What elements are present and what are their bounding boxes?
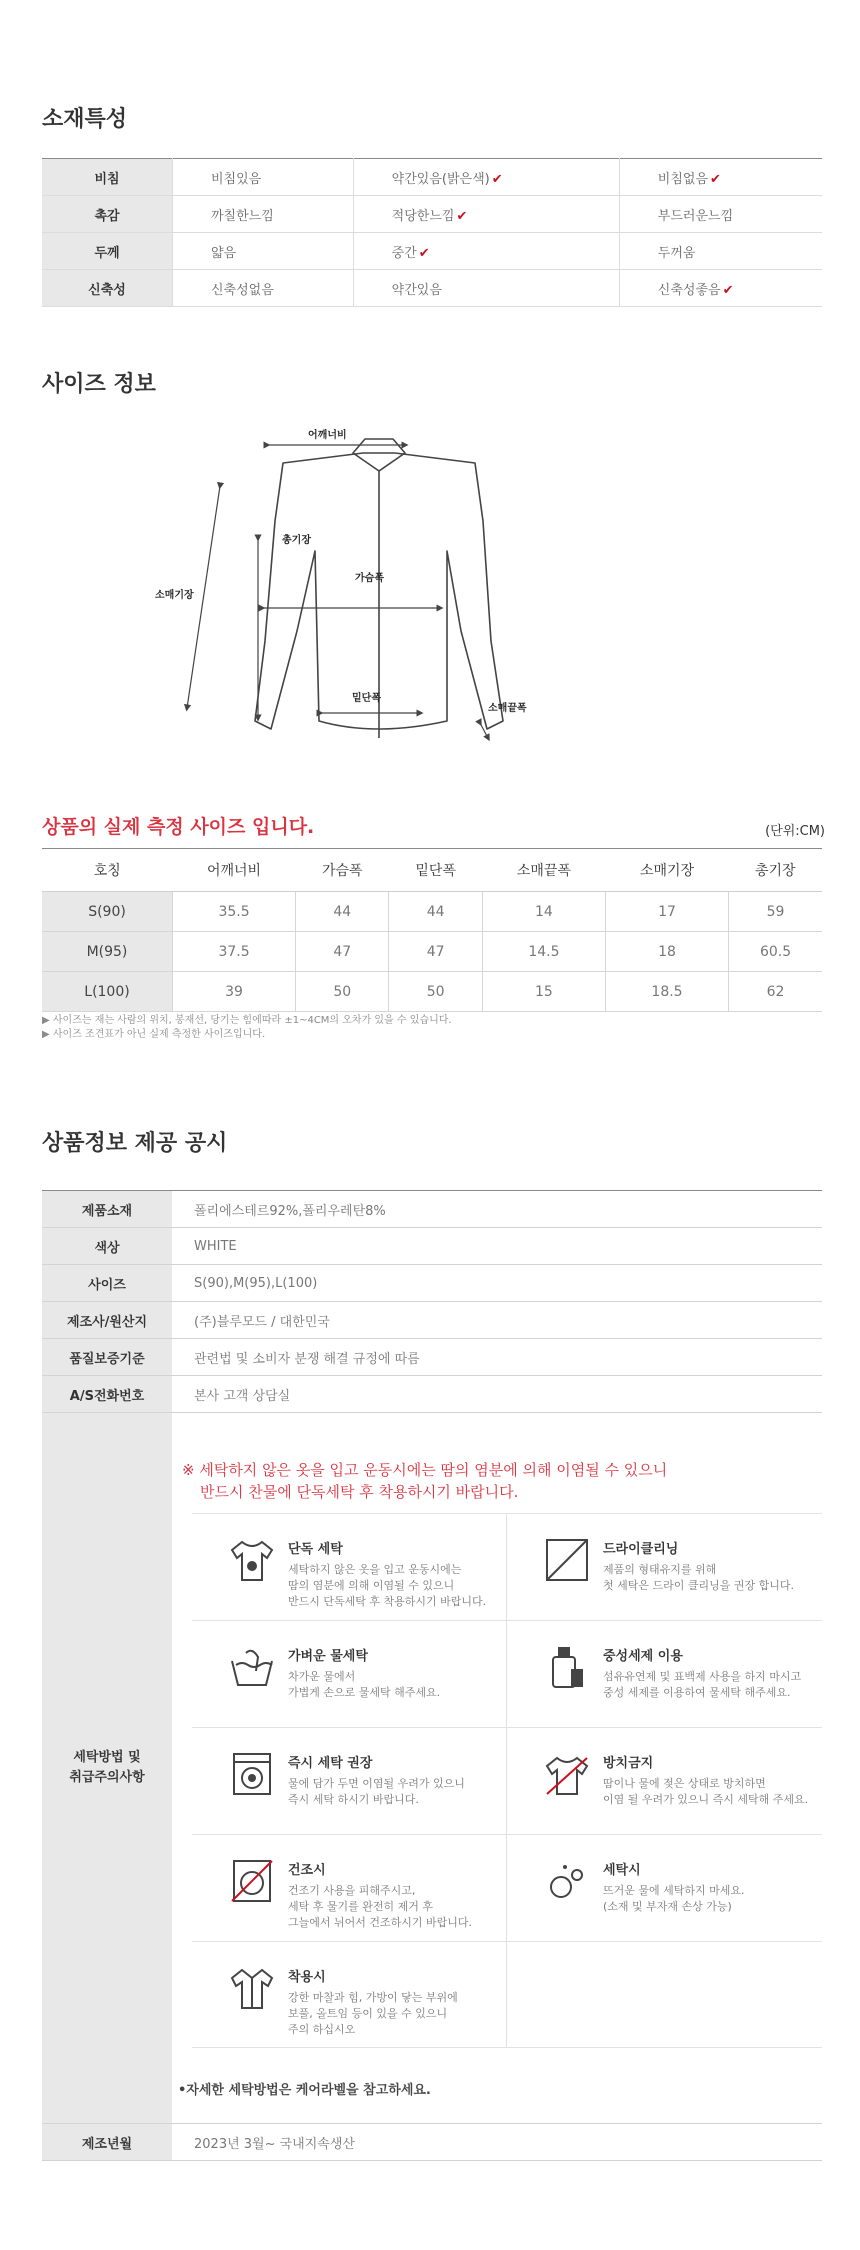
sleeve-length-label: 소매기장 <box>155 590 194 601</box>
size-cell: 17 <box>605 892 728 932</box>
notice-value: 2023년 3월~ 국내지속생산 <box>172 2124 822 2161</box>
care-warning-line: 반드시 찬물에 단독세탁 후 착용하시기 바랍니다. <box>200 1483 519 1501</box>
size-header: 가슴폭 <box>296 849 389 892</box>
notice-table <box>42 1190 822 2161</box>
bubbles-icon <box>543 1857 591 1905</box>
care-item-desc: 강한 마찰과 힘, 가방이 닿는 부위에 보풀, 올트임 등이 있을 수 있으니 주의 하십시오 <box>288 1991 458 2036</box>
notice-row <box>42 1302 822 1339</box>
notice-row <box>42 2124 822 2161</box>
care-row <box>42 1413 822 2124</box>
size-cell: 59 <box>729 892 822 932</box>
material-option: 부드러운느낌 <box>619 196 822 233</box>
notice-row <box>42 1339 822 1376</box>
size-cell: 62 <box>729 972 822 1012</box>
size-header: 소매끝폭 <box>482 849 605 892</box>
size-cell: 14 <box>482 892 605 932</box>
shoulder-label: 어깨너비 <box>308 430 347 441</box>
size-header-row <box>42 849 822 892</box>
notice-label: 품질보증기준 <box>42 1339 172 1376</box>
size-table <box>42 848 822 1012</box>
notice-label: 제조년월 <box>42 2124 172 2161</box>
care-item-desc: 물에 담가 두면 이염될 우려가 있으니 즉시 세탁 하시기 바랍니다. <box>288 1777 465 1806</box>
material-label: 신축성 <box>42 270 173 307</box>
check-icon: ✔ <box>491 171 503 187</box>
care-item <box>507 1727 822 1834</box>
size-row <box>42 972 822 1012</box>
hand-wash-icon <box>228 1643 276 1691</box>
size-header: 호칭 <box>42 849 173 892</box>
care-item-desc: 섬유유연제 및 표백제 사용을 하지 마시고 중성 세제를 이용하여 물세탁 해주세요. <box>603 1670 802 1699</box>
measure-title: 상품의 실제 측정 사이즈 입니다. <box>42 816 315 838</box>
notice-row <box>42 1228 822 1265</box>
material-section-title: 소재특성 <box>42 107 128 132</box>
size-row <box>42 892 822 932</box>
material-option: 얇음 <box>173 233 354 270</box>
notice-value: 본사 고객 상담실 <box>172 1376 822 1413</box>
care-item-title: 방치금지 <box>603 1756 654 1771</box>
material-option: 까칠한느낌 <box>173 196 354 233</box>
unit-label: (단위:CM) <box>765 824 825 839</box>
material-option: 약간있음 <box>353 270 619 307</box>
care-item <box>192 1620 507 1727</box>
material-option: 비침있음 <box>173 159 354 196</box>
care-item <box>192 1941 507 2048</box>
no-leave-icon <box>543 1750 591 1798</box>
care-footer: •자세한 세탁방법은 케어라벨을 참고하세요. <box>178 2083 431 2098</box>
size-header: 총기장 <box>729 849 822 892</box>
size-row <box>42 932 822 972</box>
notice-label: 사이즈 <box>42 1265 172 1302</box>
size-notes <box>42 1014 452 1042</box>
care-item-title: 중성세제 이용 <box>603 1649 683 1664</box>
material-row <box>42 233 822 270</box>
care-item-title: 착용시 <box>288 1970 326 1985</box>
care-item-desc: 뜨거운 물에 세탁하지 마세요. (소재 및 부자재 손상 가능) <box>603 1884 745 1913</box>
size-note: ▶ 사이즈는 재는 사람의 위치, 봉재선, 당기는 힘에따라 ±1~4CM의 오차가 있을 수 있습니다. <box>42 1015 452 1026</box>
detergent-icon <box>543 1643 591 1691</box>
material-option: 신축성좋음 ✔ <box>619 270 822 307</box>
chest-label: 가슴폭 <box>355 573 384 584</box>
check-icon: ✔ <box>418 245 430 261</box>
notice-value: (주)블루모드 / 대한민국 <box>172 1302 822 1339</box>
notice-label: A/S전화번호 <box>42 1376 172 1413</box>
size-cell: 14.5 <box>482 932 605 972</box>
care-item <box>192 1834 507 1941</box>
notice-row <box>42 1376 822 1413</box>
notice-label: 제품소재 <box>42 1191 172 1228</box>
jacket-size-diagram <box>155 418 630 754</box>
material-option: 적당한느낌 ✔ <box>353 196 619 233</box>
care-item <box>192 1727 507 1834</box>
care-item-desc: 땀이나 물에 젖은 상태로 방치하면 이염 될 우려가 있으니 즉시 세탁해 주세요. <box>603 1777 809 1806</box>
size-cell: 47 <box>389 932 482 972</box>
notice-value: 관련법 및 소비자 분쟁 해결 규정에 따름 <box>172 1339 822 1376</box>
size-cell: 47 <box>296 932 389 972</box>
size-section-title: 사이즈 정보 <box>42 372 156 397</box>
notice-row <box>42 1265 822 1302</box>
material-table <box>42 158 822 307</box>
material-option: 중간 ✔ <box>353 233 619 270</box>
size-cell: 44 <box>296 892 389 932</box>
care-item-title: 건조시 <box>288 1863 326 1878</box>
size-cell: 50 <box>296 972 389 1012</box>
care-item-title: 단독 세탁 <box>288 1542 343 1557</box>
care-item-desc: 제품의 형태유지를 위해 첫 세탁은 드라이 클리닝을 권장 합니다. <box>603 1563 794 1592</box>
notice-value: S(90),M(95),L(100) <box>172 1265 822 1302</box>
shirt-icon <box>228 1964 276 2012</box>
notice-row <box>42 1191 822 1228</box>
material-label: 비침 <box>42 159 173 196</box>
check-icon: ✔ <box>710 171 721 187</box>
notice-label: 색상 <box>42 1228 172 1265</box>
cuff-label: 소매끝폭 <box>488 703 527 714</box>
size-cell: M(95) <box>42 932 173 972</box>
size-cell: 18.5 <box>605 972 728 1012</box>
care-item-title: 가벼운 물세탁 <box>288 1649 368 1664</box>
care-content <box>172 1413 822 2124</box>
care-warning-line: ※ 세탁하지 않은 옷을 입고 운동시에는 땀의 염분에 의해 이염될 수 있으니 <box>182 1461 668 1479</box>
care-item-empty <box>507 1941 822 2048</box>
material-option: 약간있음(밝은색) ✔ <box>353 159 619 196</box>
material-row <box>42 270 822 307</box>
size-cell: 37.5 <box>173 932 296 972</box>
material-label: 두께 <box>42 233 173 270</box>
care-item-title: 세탁시 <box>603 1863 641 1878</box>
care-item <box>507 1834 822 1941</box>
hem-label: 밑단폭 <box>352 693 381 704</box>
tshirt-icon <box>228 1536 276 1584</box>
size-cell: 18 <box>605 932 728 972</box>
size-note: ▶ 사이즈 조견표가 아닌 실제 측정한 사이즈입니다. <box>42 1029 266 1040</box>
size-cell: 15 <box>482 972 605 1012</box>
care-item-desc: 세탁하지 않은 옷을 입고 운동시에는 땀의 염분에 의해 이염될 수 있으니 반드시 단독세탁 후 착용하시기 바랍니다. <box>288 1563 487 1608</box>
washing-machine-icon <box>228 1750 276 1798</box>
material-option: 두꺼움 <box>619 233 822 270</box>
size-header: 밑단폭 <box>389 849 482 892</box>
size-header: 소매기장 <box>605 849 728 892</box>
care-item-desc: 차가운 물에서 가볍게 손으로 물세탁 해주세요. <box>288 1670 441 1699</box>
size-cell: 50 <box>389 972 482 1012</box>
care-item-desc: 건조기 사용을 피해주시고, 세탁 후 물기를 완전히 제거 후 그늘에서 뉘어서 건조하시기 바랍니다. <box>288 1884 473 1929</box>
size-cell: 35.5 <box>173 892 296 932</box>
material-option: 비침없음 ✔ <box>619 159 822 196</box>
check-icon: ✔ <box>722 282 734 298</box>
material-label: 촉감 <box>42 196 173 233</box>
care-label: 세탁방법 및 취급주의사항 <box>42 1413 172 2124</box>
size-cell: 60.5 <box>729 932 822 972</box>
care-item <box>192 1513 507 1620</box>
notice-value: WHITE <box>172 1228 822 1265</box>
dry-clean-icon <box>543 1536 591 1584</box>
no-dryer-icon <box>228 1857 276 1905</box>
material-option: 신축성없음 <box>173 270 354 307</box>
size-header: 어깨너비 <box>173 849 296 892</box>
material-row <box>42 159 822 196</box>
notice-label: 제조사/원산지 <box>42 1302 172 1339</box>
care-item-title: 즉시 세탁 권장 <box>288 1756 373 1771</box>
size-cell: 39 <box>173 972 296 1012</box>
care-item <box>507 1620 822 1727</box>
size-cell: L(100) <box>42 972 173 1012</box>
size-cell: 44 <box>389 892 482 932</box>
care-warning <box>182 1459 667 1503</box>
check-icon: ✔ <box>456 208 468 224</box>
total-length-label: 총기장 <box>282 535 311 546</box>
care-item <box>507 1513 822 1620</box>
size-cell: S(90) <box>42 892 173 932</box>
notice-value: 폴리에스테르92%,폴리우레탄8% <box>172 1191 822 1228</box>
notice-section-title: 상품정보 제공 공시 <box>42 1131 228 1156</box>
care-item-title: 드라이클리닝 <box>603 1542 679 1557</box>
material-row <box>42 196 822 233</box>
